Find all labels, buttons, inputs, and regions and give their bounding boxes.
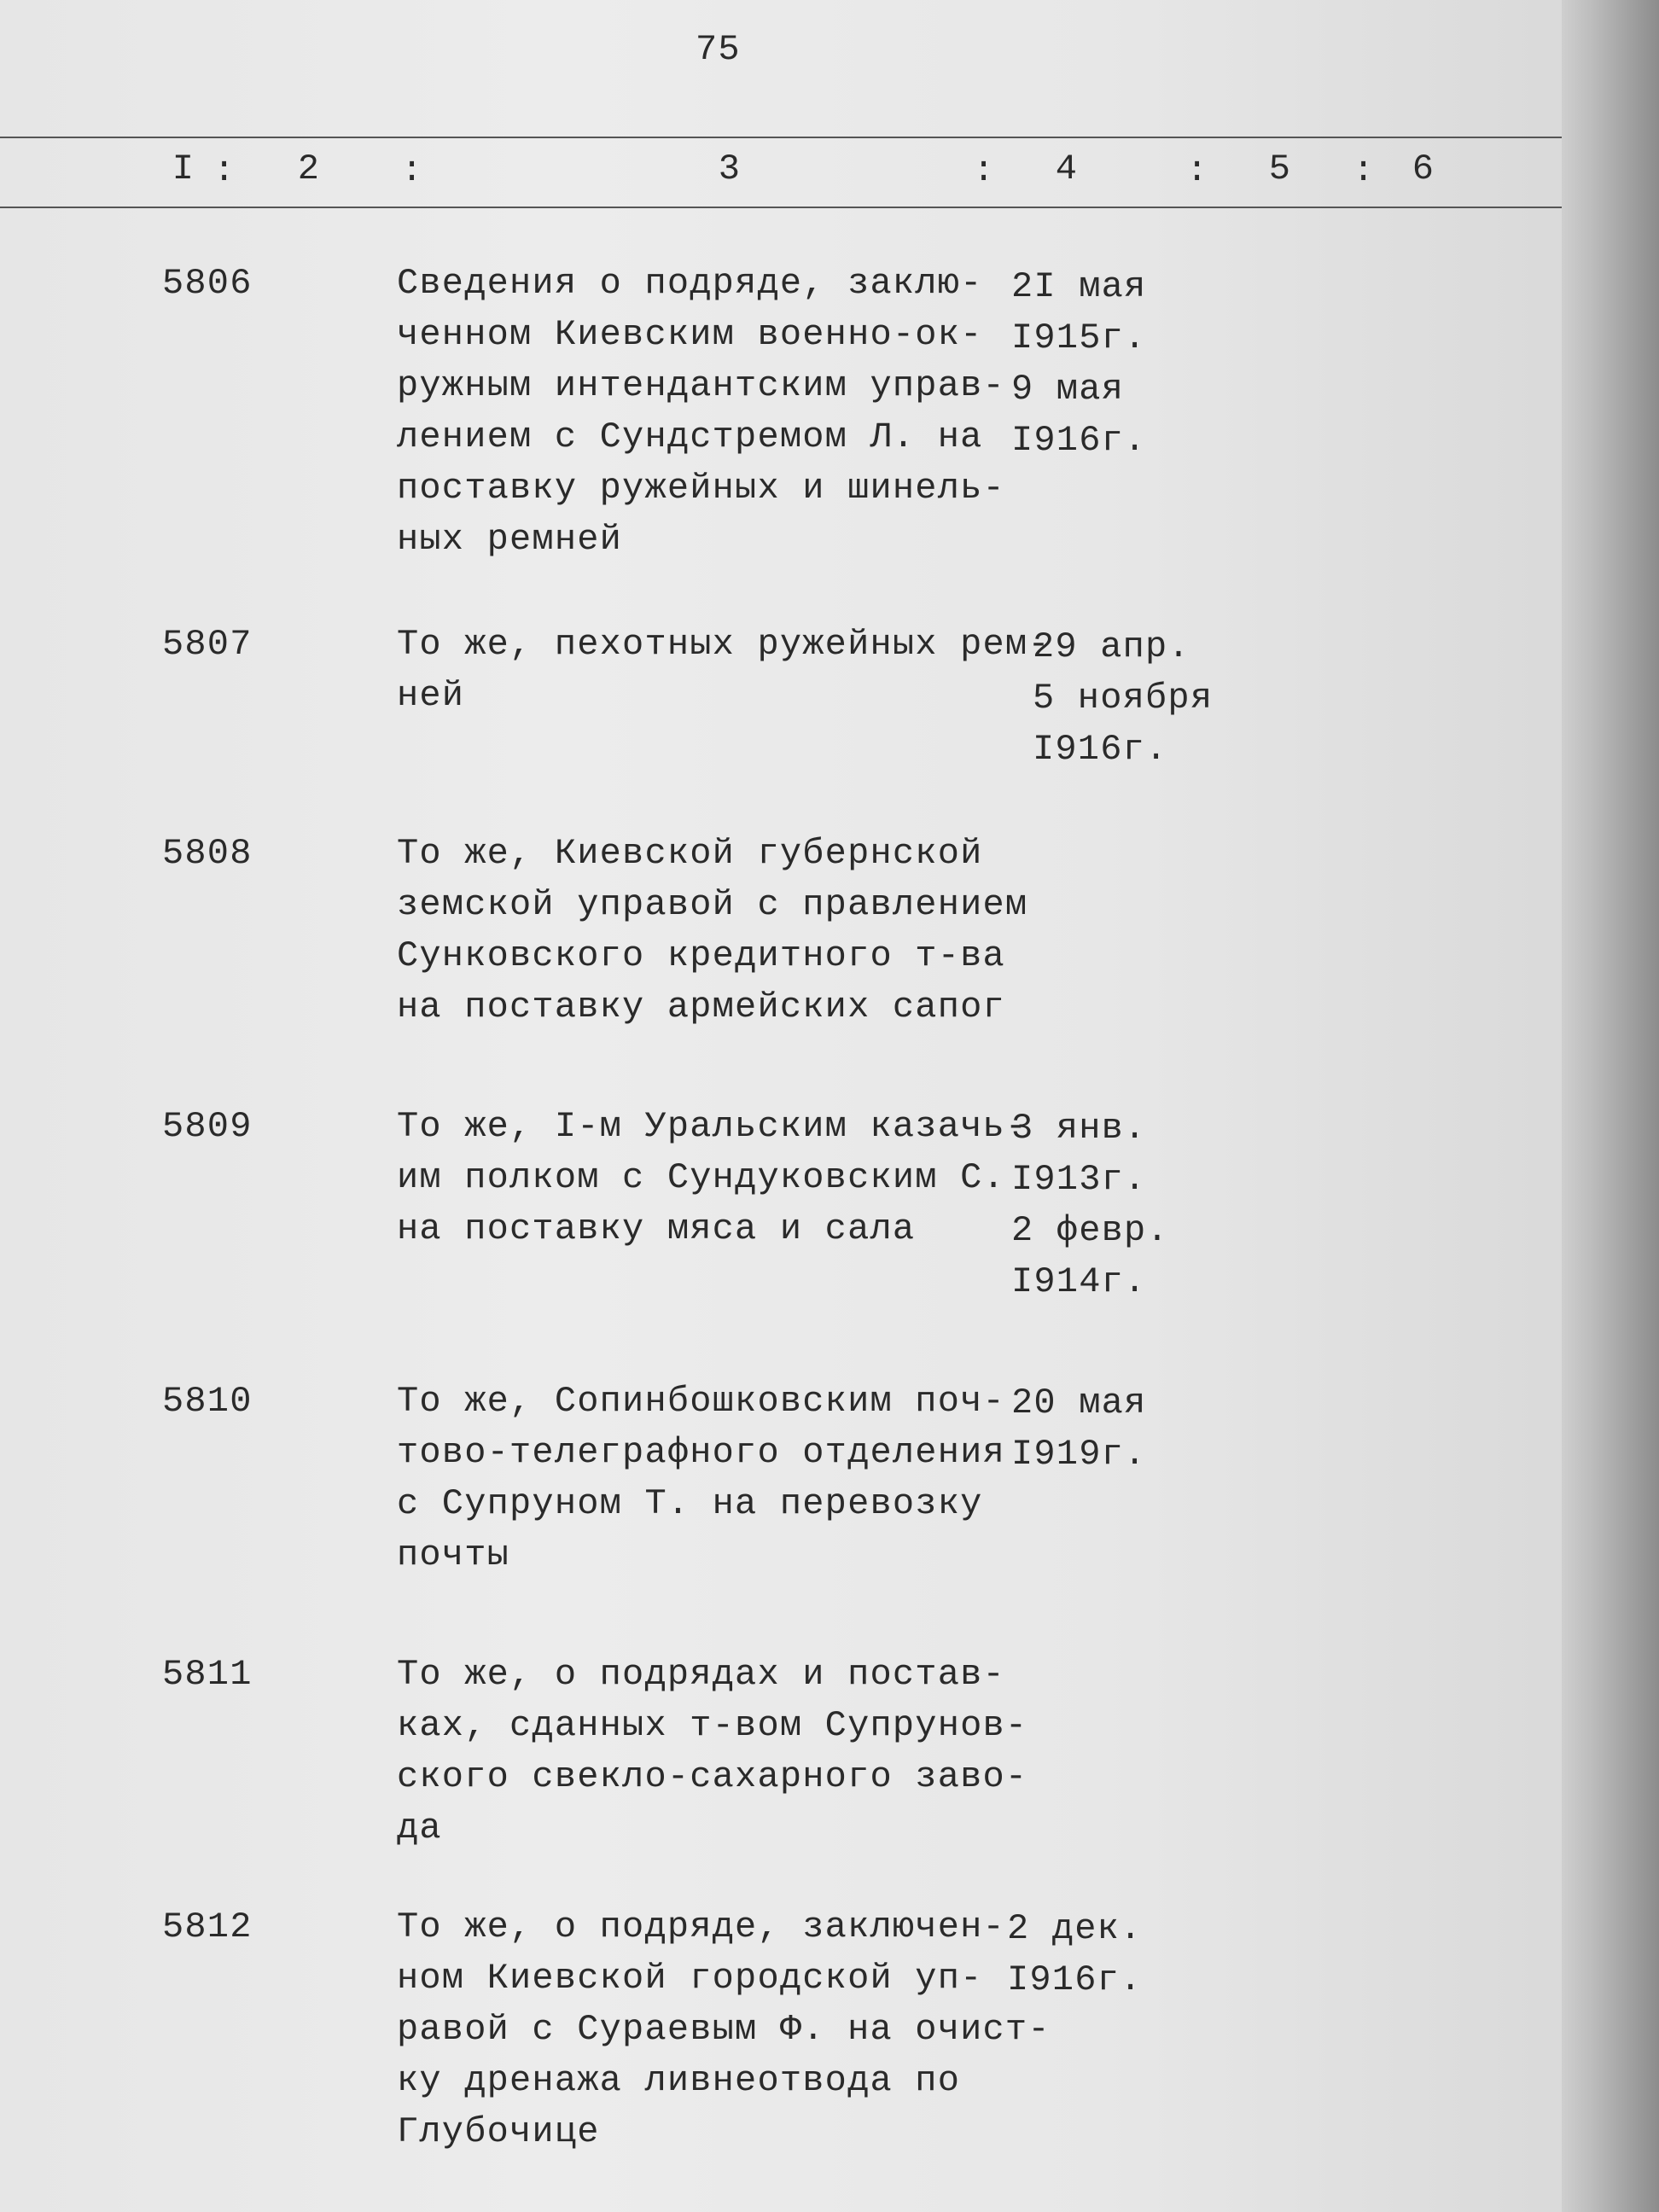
entry-description: То же, Киевской губернской земской управой с правлением Сунковского кредитного т-ва на поставку армейских сапог bbox=[397, 833, 1028, 1027]
entry-description: То же, о подряде, заключен- ном Киевской городской уп- равой с Сураевым Ф. на очист- ку дренажа ливнеотвода по Глубочице bbox=[397, 1906, 1051, 2152]
entry-number: 5812 bbox=[162, 1906, 253, 1947]
entry-number: 5807 bbox=[162, 624, 253, 665]
column-header-6: 6 bbox=[1412, 148, 1435, 189]
entry-number: 5811 bbox=[162, 1654, 253, 1695]
entry-number: 5810 bbox=[162, 1381, 253, 1422]
column-separator: : bbox=[973, 150, 996, 191]
header-rule-bottom bbox=[0, 207, 1562, 208]
header-rule-top bbox=[0, 137, 1562, 138]
column-header-5: 5 bbox=[1268, 148, 1292, 189]
column-header-1: I bbox=[172, 148, 195, 189]
entry-description: То же, о подрядах и постав- ках, сданных т-вом Супрунов- ского свекло-сахарного заво- да bbox=[397, 1654, 1028, 1848]
entry-number: 5809 bbox=[162, 1106, 253, 1147]
column-header-4: 4 bbox=[1055, 148, 1079, 189]
column-separator: : bbox=[213, 150, 236, 191]
entry-description: То же, пехотных ружейных рем- ней bbox=[397, 624, 1051, 716]
entry-dates: 29 апр. 5 ноября I916г. bbox=[1033, 626, 1214, 770]
column-header-2: 2 bbox=[297, 148, 321, 189]
column-header-3: 3 bbox=[718, 148, 742, 189]
entry-description: То же, I-м Уральским казачь- им полком с Сундуковским С. на поставку мяса и сала bbox=[397, 1106, 1028, 1249]
column-separator: : bbox=[1186, 150, 1209, 191]
entry-dates: 2I мая I915г. 9 мая I916г. bbox=[1011, 266, 1147, 461]
entry-dates: 2 дек. I916г. bbox=[1007, 1908, 1143, 2000]
page-edge-shadow bbox=[1562, 0, 1659, 2212]
entry-dates: 20 мая I919г. bbox=[1011, 1382, 1147, 1475]
entry-dates: 3 янв. I913г. 2 февр. I914г. bbox=[1011, 1108, 1169, 1302]
column-separator: : bbox=[401, 150, 424, 191]
entry-number: 5806 bbox=[162, 263, 253, 304]
entry-number: 5808 bbox=[162, 833, 253, 874]
entry-description: То же, Сопинбошковским поч- тово-телеграфного отделения с Супруном Т. на перевозку почты bbox=[397, 1381, 1005, 1575]
page-number: 75 bbox=[696, 29, 741, 70]
entry-description: Сведения о подряде, заклю- ченном Киевским военно-ок- ружным интендантским управ- лением с Сундстремом Л. на поставку ружейных и шинель- ных ремней bbox=[397, 263, 1005, 560]
column-separator: : bbox=[1353, 150, 1376, 191]
